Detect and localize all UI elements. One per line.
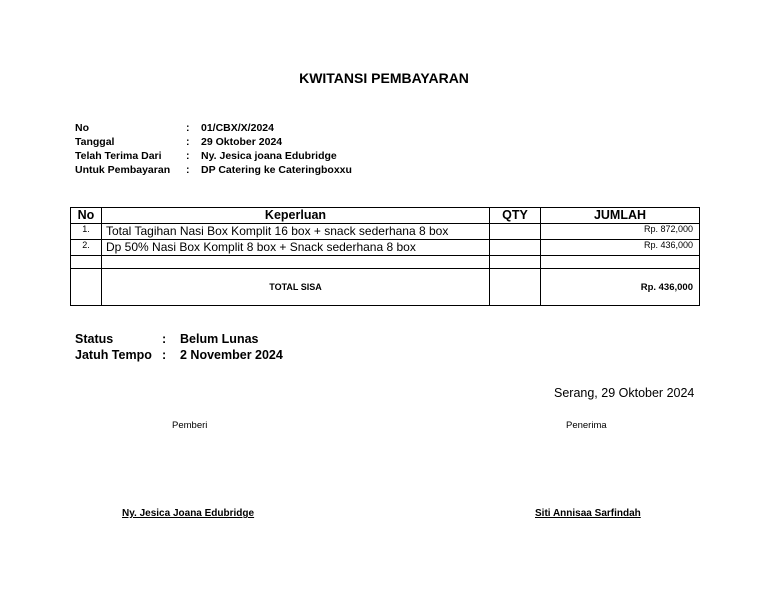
- table-total-row: [71, 269, 700, 306]
- table-header-row: [71, 208, 700, 224]
- empty-cell: [71, 256, 102, 269]
- table-row: [71, 240, 700, 256]
- header-qty: QTY: [490, 208, 541, 224]
- row-keperluan: Total Tagihan Nasi Box Komplit 16 box + snack sederhana 8 box: [102, 224, 490, 240]
- empty-cell: [490, 256, 541, 269]
- row-jumlah: Rp. 436,000: [541, 240, 700, 256]
- row-number: 1.: [71, 224, 102, 240]
- document-title: KWITANSI PEMBAYARAN: [299, 70, 469, 86]
- row-qty: [490, 240, 541, 256]
- row-qty: [490, 224, 541, 240]
- header-jumlah: JUMLAH: [541, 208, 700, 224]
- header-no: No: [71, 208, 102, 224]
- info-value: Ny. Jesica joana Edubridge: [201, 150, 337, 162]
- empty-cell: [541, 256, 700, 269]
- total-label: TOTAL SISA: [102, 269, 490, 306]
- empty-cell: [71, 269, 102, 306]
- info-colon: :: [186, 122, 190, 134]
- items-table: [70, 207, 700, 306]
- giver-role: Pemberi: [172, 420, 208, 431]
- info-colon: :: [186, 136, 190, 148]
- row-number: 2.: [71, 240, 102, 256]
- receiver-role: Penerima: [566, 420, 607, 431]
- status-value: Belum Lunas: [180, 332, 259, 346]
- info-colon: :: [186, 164, 190, 176]
- due-date-row: [0, 348, 768, 364]
- due-date-colon: :: [162, 348, 167, 362]
- status-row: [0, 332, 768, 348]
- info-row-pembayaran: [0, 164, 768, 178]
- info-value: 01/CBX/X/2024: [201, 122, 274, 134]
- empty-cell: [490, 269, 541, 306]
- receiver-name: Siti Annisaa Sarfindah: [535, 508, 641, 519]
- info-label: Telah Terima Dari: [75, 150, 162, 162]
- info-value: 29 Oktober 2024: [201, 136, 283, 148]
- header-keperluan: Keperluan: [102, 208, 490, 224]
- info-label: No: [75, 122, 89, 134]
- info-colon: :: [186, 150, 190, 162]
- place-and-date: Serang, 29 Oktober 2024: [554, 386, 695, 400]
- total-value: Rp. 436,000: [541, 269, 700, 306]
- empty-cell: [102, 256, 490, 269]
- row-keperluan: Dp 50% Nasi Box Komplit 8 box + Snack sederhana 8 box: [102, 240, 490, 256]
- info-row-terima-dari: [0, 150, 768, 164]
- info-label: Tanggal: [75, 136, 115, 148]
- status-label: Status: [75, 332, 114, 346]
- table-row: [71, 224, 700, 240]
- table-row-empty: [71, 256, 700, 269]
- due-date-label: Jatuh Tempo: [75, 348, 152, 362]
- info-value: DP Catering ke Cateringboxxu: [201, 164, 352, 176]
- due-date-value: 2 November 2024: [180, 348, 283, 362]
- info-row-tanggal: [0, 136, 768, 150]
- row-jumlah: Rp. 872,000: [541, 224, 700, 240]
- info-row-no: [0, 122, 768, 136]
- giver-name: Ny. Jesica Joana Edubridge: [122, 508, 255, 519]
- status-colon: :: [162, 332, 167, 346]
- info-label: Untuk Pembayaran: [75, 164, 171, 176]
